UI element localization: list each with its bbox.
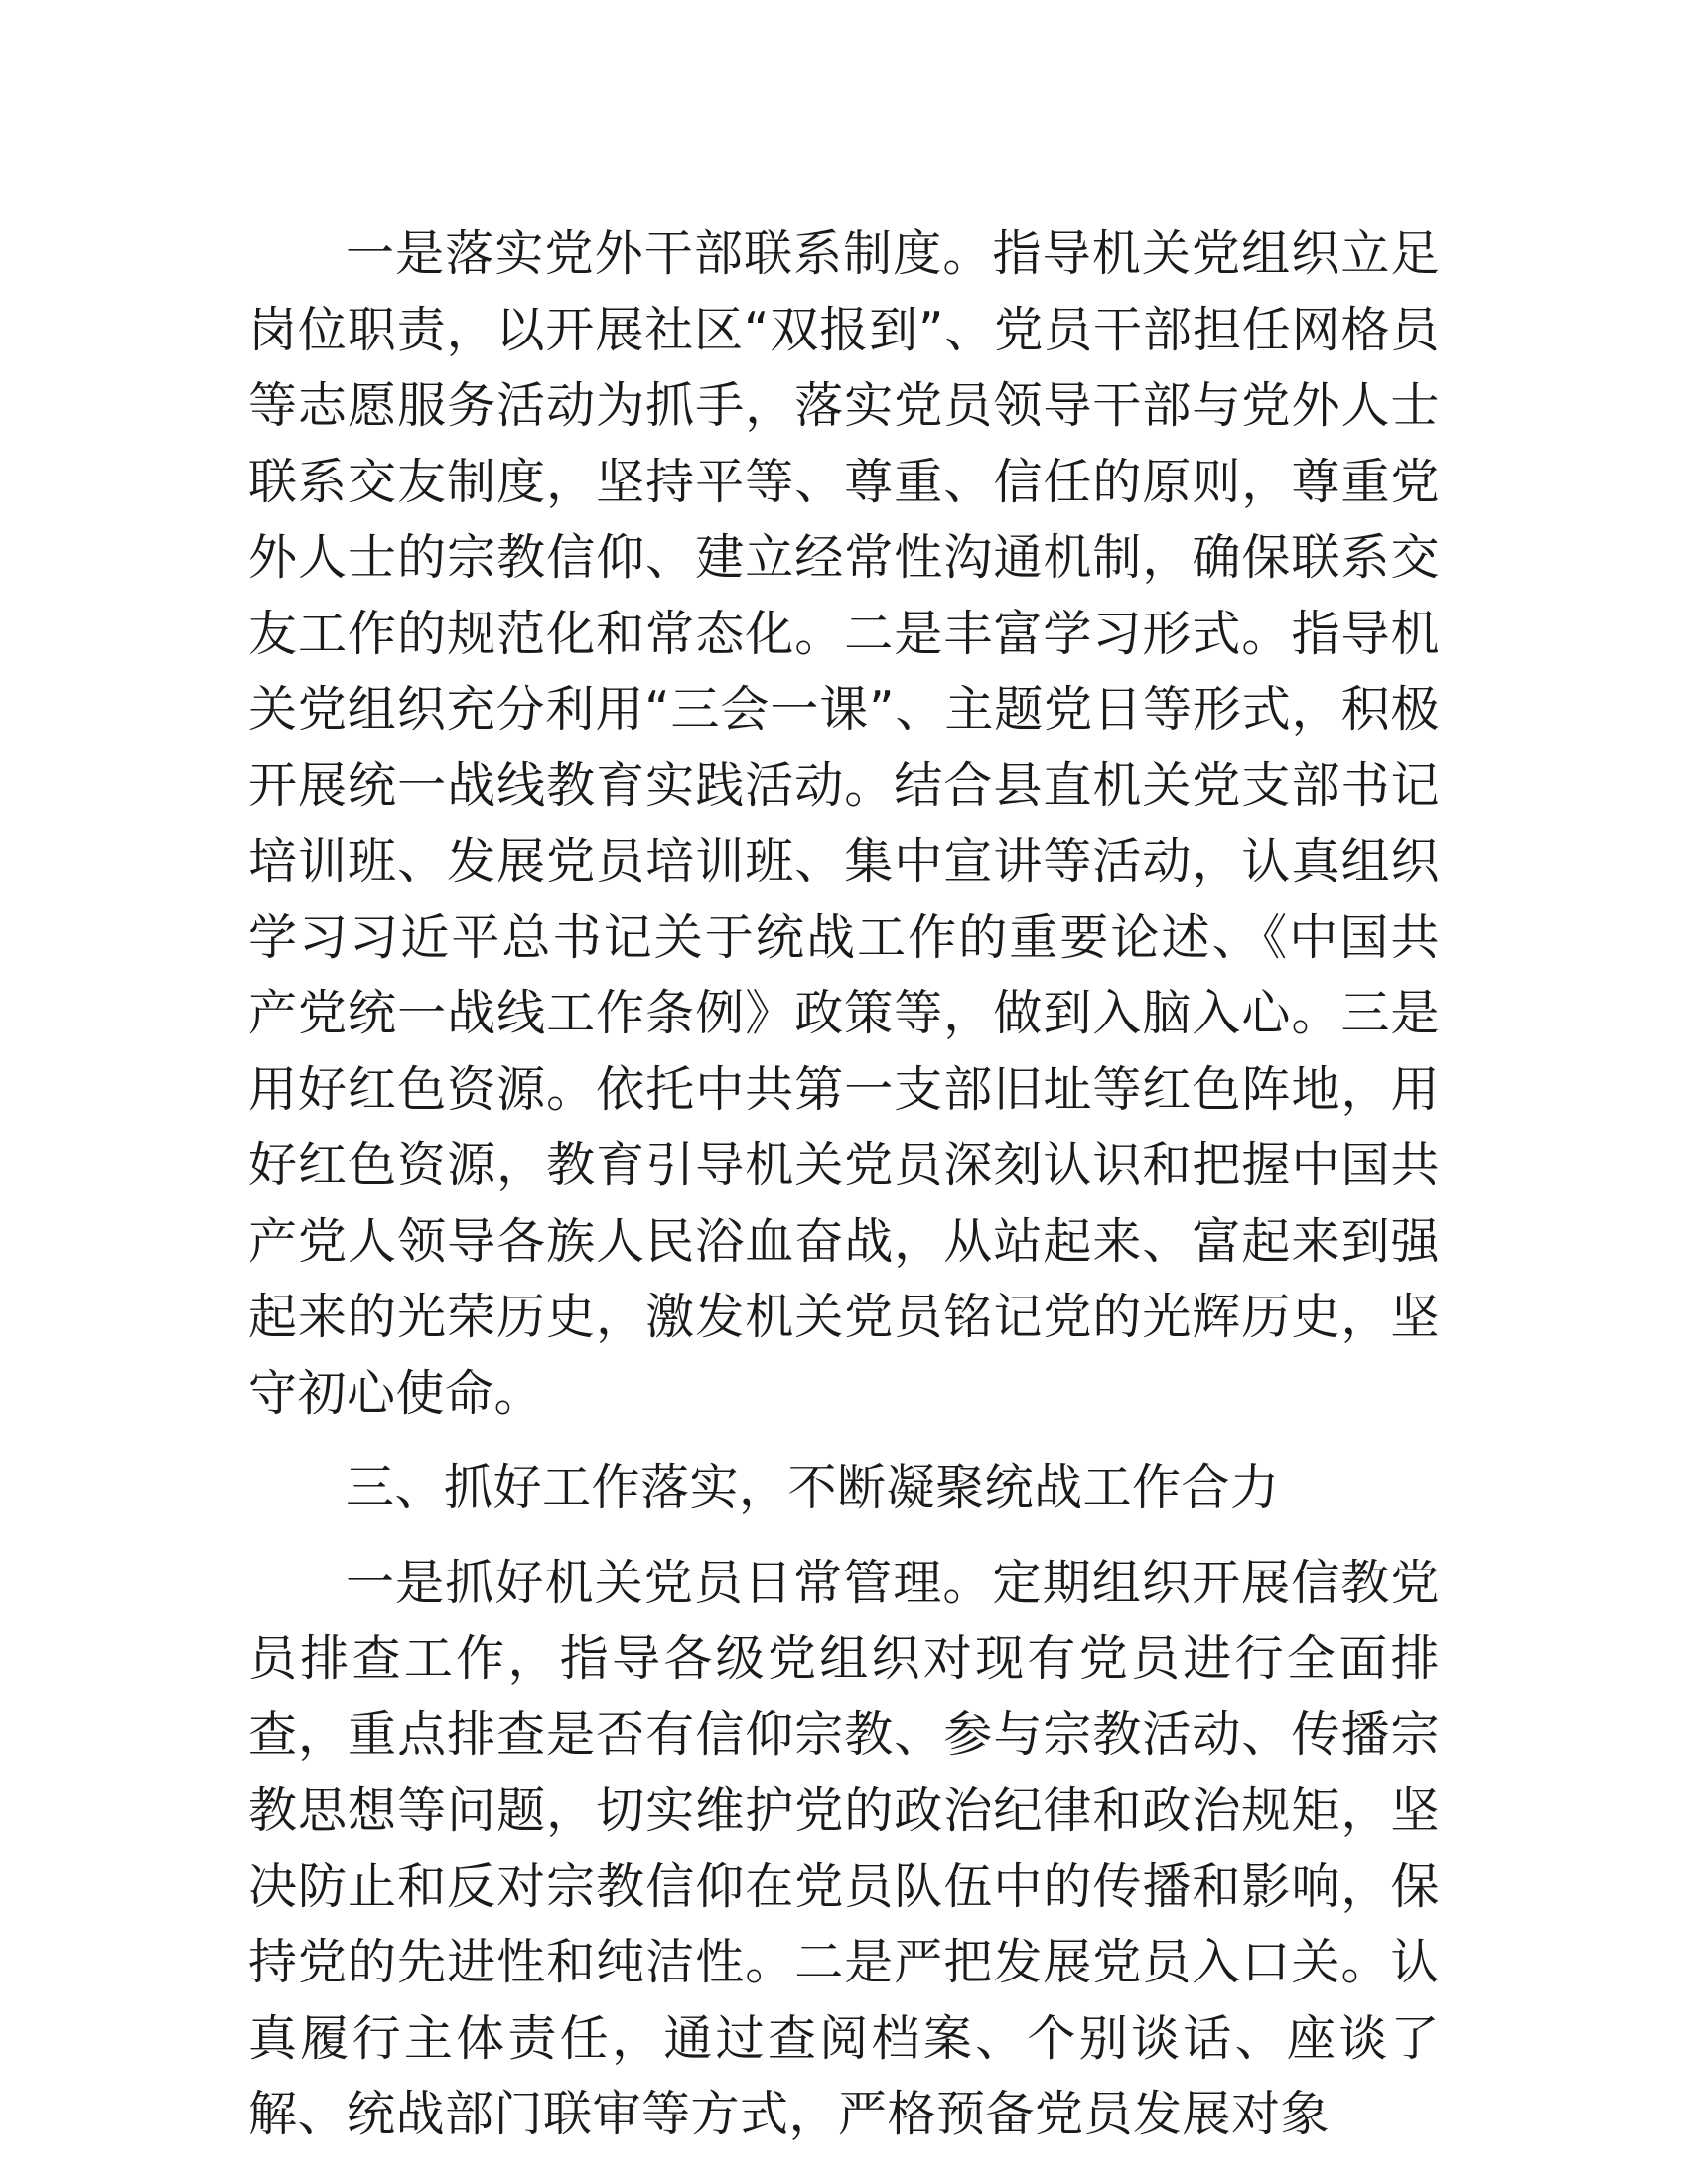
document-body: [248, 216, 1440, 2172]
section-heading-three: 三、抓好工作落实，不断凝聚统战工作合力: [346, 1459, 1280, 1516]
paragraph-liaison-system: 一是落实党外干部联系制度。指导机关党组织立足岗位职责，以开展社区“双报到”、党员干部担任网格员等志愿服务活动为抓手，落实党员领导干部与党外人士联系交友制度，坚持平等、尊重、信任的原则，尊重党外人士的宗教信仰、建立经常性沟通机制，确保联系交友工作的规范化和常态化。二是丰富学习形式。指导机关党组织充分利用“三会一课”、主题党日等形式，积极开展统一战线教育实践活动。结合县直机关党支部书记培训班、发展党员培训班、集中宣讲等活动，认真组织学习习近平总书记关于统战工作的重要论述、《中国共产党统一战线工作条例》政策等，做到入脑入心。三是用好红色资源。依托中共第一支部旧址等红色阵地，用好红色资源，教育引导机关党员深刻认识和把握中国共产党人领导各族人民浴血奋战，从站起来、富起来到强起来的光荣历史，激发机关党员铭记党的光辉历史，坚守初心使命。: [248, 225, 1440, 1422]
paragraph-member-management: 一是抓好机关党员日常管理。定期组织开展信教党员排查工作，指导各级党组织对现有党员进行全面排查，重点排查是否有信仰宗教、参与宗教活动、传播宗教思想等问题，切实维护党的政治纪律和政治规矩，坚决防止和反对宗教信仰在党员队伍中的传播和影响，保持党的先进性和纯洁性。二是严把发展党员入口关。认真履行主体责任，通过查阅档案、个别谈话、座谈了解、统战部门联审等方式，严格预备党员发展对象: [248, 1554, 1440, 2142]
